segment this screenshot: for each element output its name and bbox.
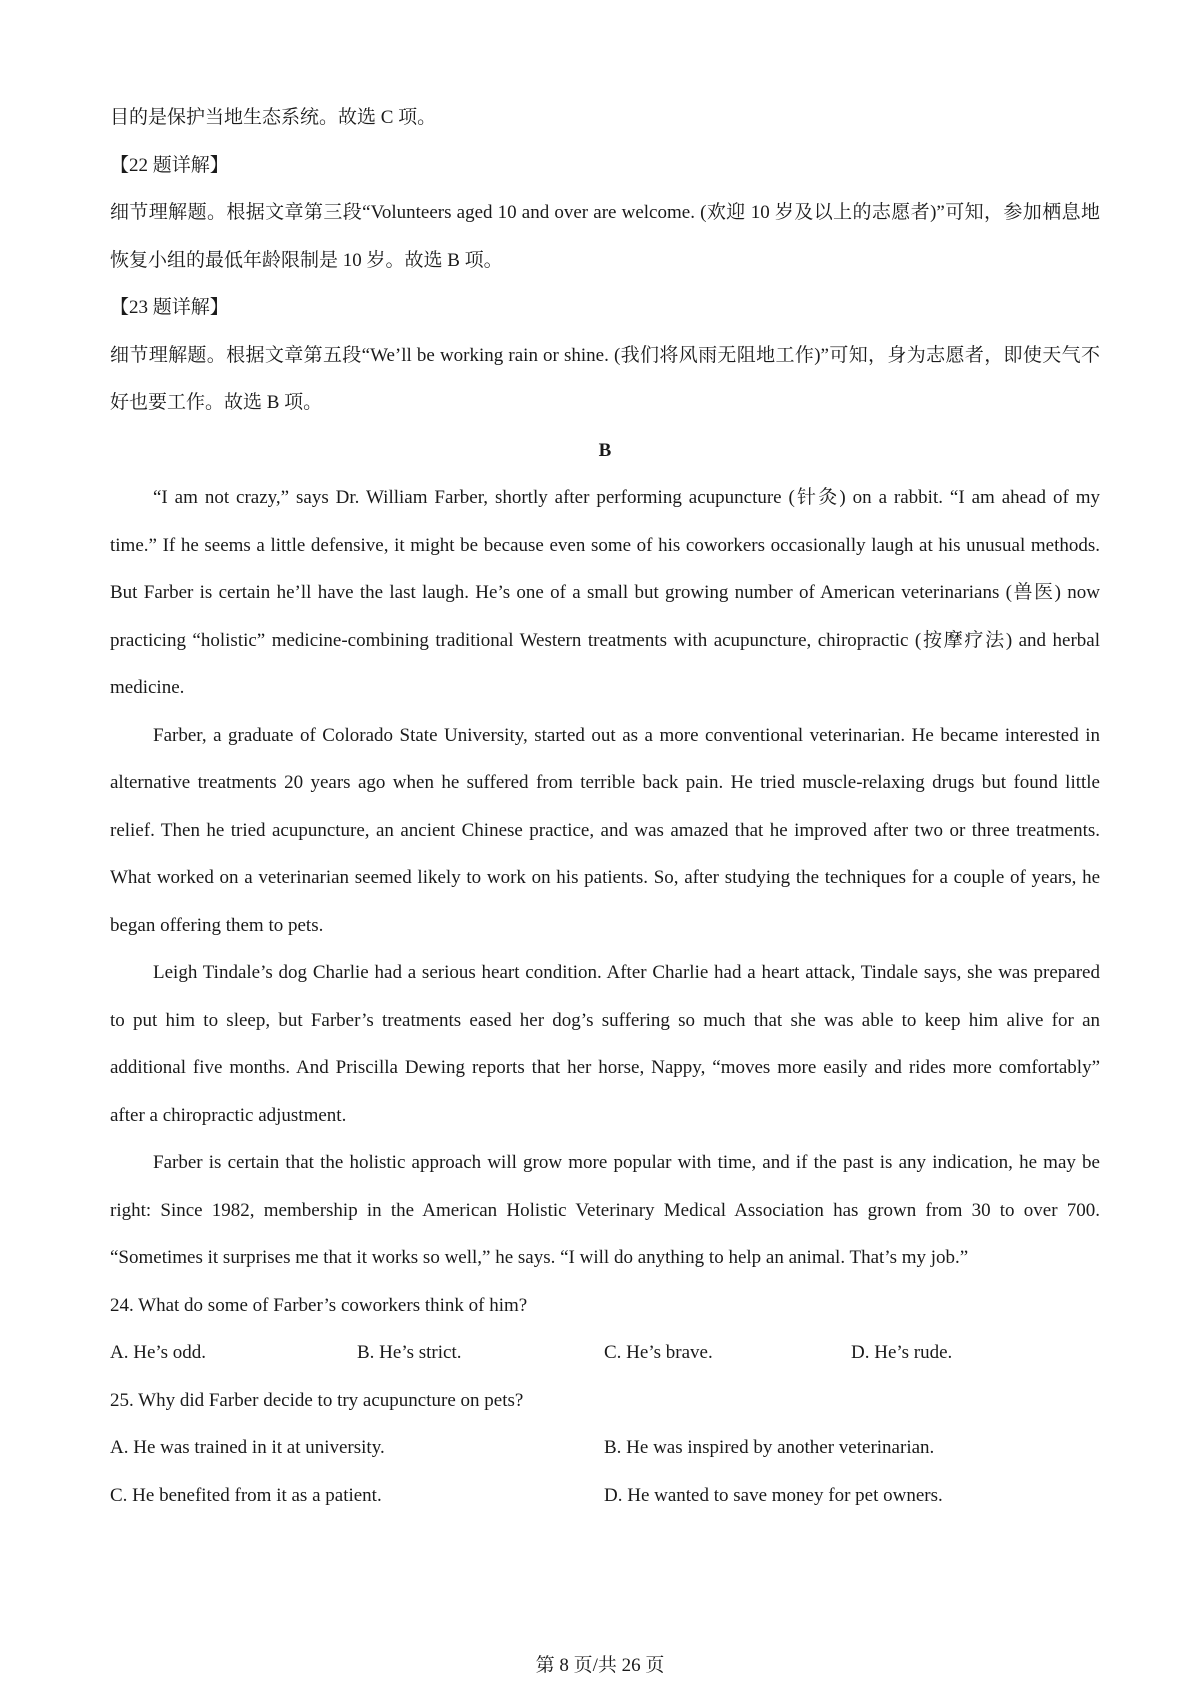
q24-option-c: C. He’s brave. <box>604 1342 713 1363</box>
question-24-stem: 24. What do some of Farber’s coworkers think of him? <box>110 1294 528 1316</box>
prev-answer-line: 目的是保护当地生态系统。故选 C 项。 <box>110 107 437 128</box>
passage-paragraph-1: “I am not crazy,” says Dr. William Farber, shortly after performing acupuncture (针灸) on a rabbit. “I am ahead of my time.” If he seems a little defensive, it might be because even some of his coworkers occasionally laugh at his unusual methods. But Farber is certain he’ll have the last laugh. He’s one of a small but growing number of American veterinarians (兽医) now practicing “holistic” medicine-combining traditional Western treatments with acupuncture, chiropractic (按摩疗法) and herbal medicine. <box>110 487 1100 698</box>
passage-paragraph-2: Farber, a graduate of Colorado State University, started out as a more conventional veterinarian. He became interested in alternative treatments 20 years ago when he suffered from terrible back pain. He tried muscle-relaxing drugs but found little relief. Then he tried acupuncture, an ancient Chinese practice, and was amazed that he improved after two or three treatments. What worked on a veterinarian seemed likely to work on his patients. So, after studying the techniques for a couple of years, he began offering them to pets. <box>110 724 1100 936</box>
page-footer: 第 8 页/共 26 页 <box>535 1655 665 1676</box>
passage-paragraph-3: Leigh Tindale’s dog Charlie had a serious heart condition. After Charlie had a heart attack, Tindale says, she was prepared to put him to sleep, but Farber’s treatments eased her dog’s suffering so much that she was able to keep him alive for an additional five months. And Priscilla Dewing reports that her horse, Nappy, “moves more easily and rides more comfortably” after a chiropractic adjustment. <box>110 962 1100 1126</box>
question-25-options-row-1 <box>110 1424 1100 1472</box>
q25-option-c: C. He benefited from it as a patient. <box>110 1484 382 1506</box>
question-24-options <box>110 1329 1100 1377</box>
passage-paragraph-4: Farber is certain that the holistic approach will grow more popular with time, and if the past is any indication, he may be right: Since 1982, membership in the American Holistic Veterinary Medical Association has grown from 30 to over 700. “Sometimes it surprises me that it works so well,” he says. “I will do anything to help an animal. That’s my job.” <box>110 1152 1100 1268</box>
q23-explanation: 细节理解题。根据文章第五段“We’ll be working rain or shine. (我们将风雨无阻地工作)”可知，身为志愿者，即使天气不好也要工作。故选 B 项。 <box>110 344 1100 413</box>
q23-heading: 【23 题详解】 <box>110 297 229 318</box>
q24-option-d: D. He’s rude. <box>851 1342 953 1363</box>
q25-option-a: A. He was trained in it at university. <box>110 1437 385 1458</box>
q22-heading: 【22 题详解】 <box>110 154 229 176</box>
question-25-stem: 25. Why did Farber decide to try acupuncture on pets? <box>110 1389 524 1411</box>
q25-option-d: D. He wanted to save money for pet owners. <box>604 1484 943 1506</box>
q22-explanation: 细节理解题。根据文章第三段“Volunteers aged 10 and over are welcome. (欢迎 10 岁及以上的志愿者)”可知，参加栖息地恢复小组的最低年龄限制是 10 岁。故选 B 项。 <box>110 202 1100 271</box>
q25-option-b: B. He was inspired by another veterinarian. <box>604 1437 935 1458</box>
q24-option-a: A. He’s odd. <box>110 1342 207 1363</box>
question-25-options-row-2 <box>110 1472 1100 1520</box>
section-title: B <box>598 439 612 461</box>
q24-option-b: B. He’s strict. <box>357 1342 462 1363</box>
